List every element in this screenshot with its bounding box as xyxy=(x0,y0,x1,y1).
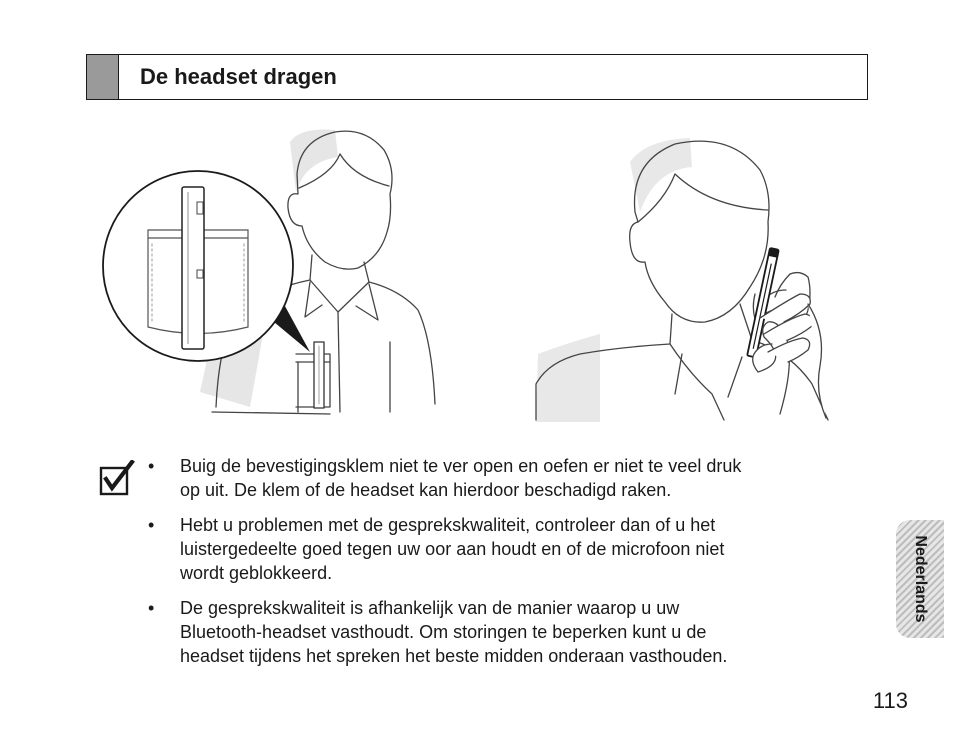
note-item xyxy=(148,596,868,668)
section-title: De headset dragen xyxy=(140,64,337,89)
note-line: De gesprekskwaliteit is afhankelijk van de manier waarop u uw xyxy=(180,598,680,618)
bullet-icon: • xyxy=(148,598,155,618)
note-item xyxy=(148,513,868,585)
note-line: Bluetooth-headset vasthoudt. Om storingen te beperken kunt u de xyxy=(180,622,707,642)
note-line: luistergedeelte goed tegen uw oor aan houdt en of de microfoon niet xyxy=(180,539,725,559)
note-line: wordt geblokkeerd. xyxy=(180,563,333,583)
bullet-icon: • xyxy=(148,456,155,476)
note-line: Buig de bevestigingsklem niet te ver open en oefen er niet te veel druk xyxy=(180,456,742,476)
section-header-tab xyxy=(87,55,119,99)
page-number: 113 xyxy=(872,688,908,713)
note-line: Hebt u problemen met de gesprekskwaliteit, controleer dan of u het xyxy=(180,515,716,535)
headset-wearing-illustration xyxy=(100,122,840,422)
zoom-inset xyxy=(103,171,293,361)
checkbox-check-icon xyxy=(99,460,135,496)
right-person-shadow xyxy=(536,138,692,422)
note-item xyxy=(148,454,868,502)
language-tab-label: Nederlands xyxy=(912,535,929,623)
note-line: op uit. De klem of de headset kan hierdoor beschadigd raken. xyxy=(180,480,672,500)
section-header xyxy=(86,54,868,100)
note-line: headset tijdens het spreken het beste midden onderaan vasthouden. xyxy=(180,646,728,666)
note-list xyxy=(148,454,868,679)
bullet-icon: • xyxy=(148,515,155,535)
language-tab xyxy=(896,520,944,638)
